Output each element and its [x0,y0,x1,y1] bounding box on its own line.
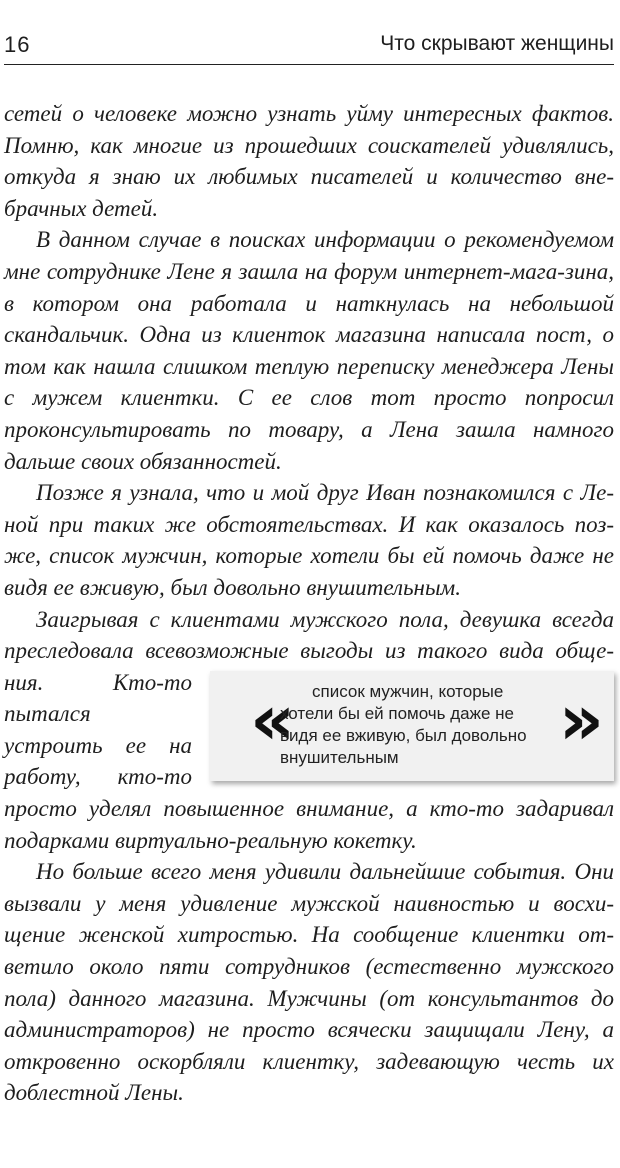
pull-quote-text: список мужчин, которые хотели бы ей помочь даже не видя ее вживую, был довольно внушительным [280,681,527,767]
paragraph-1: сетей о человеке можно узнать уйму интересных фактов. Помню, как многие из прошедших соискателей удивлялись, откуда я знаю их любимых писателей и количество вне-брачных детей. [4,101,614,221]
close-quote-mark: » [558,678,604,761]
body-text [4,98,614,1109]
paragraph-3: Позже я узнала, что и мой друг Иван познакомился с Ле-ной при таких же обстоятельствах. И как оказалось поз-же, список мужчин, которые хотели бы ей помочь даже не видя ее вживую, был довольно внушительным. [4,480,614,600]
page-header [4,30,614,65]
open-quote-mark: « [250,678,296,761]
pull-quote-box [210,671,614,781]
page-number: 16 [4,32,31,57]
paragraph-2: В данном случае в поисках информации о рекомендуемом мне сотруднике Лене я зашла на форум интернет-мага-зина, в котором она работала и наткнулась на небольшой скандальчик. Одна из клиенток магазина написала пост, о том как нашла слишком теплую переписку менеджера Лены с мужем клиентки. С ее слов тот просто попросил проконсультировать по товару, а Лена зашла намного дальше своих обязанностей. [4,227,614,474]
running-title: Что скрывают женщины [380,32,614,55]
paragraph-5: Но больше всего меня удивили дальнейшие события. Они вызвали у меня удивление мужской наивностью и восхи-щение женской хитростью. На сообщение клиентки от-ветило около пяти сотрудников (естественно мужского пола) данного магазина. Мужчины (от консультантов до администраторов) не просто всячески защищали Лену, а откровенно оскорбляли клиентку, задевающую честь их доблестной Лены. [4,859,614,1106]
paragraph-4: Заигрывая с клиентами мужского пола, девушка всегда преследовала всевозможные выгоды из такого вида обще-ния. « список мужчин, которые хотели бы ей помочь даже не видя ее вживую, был довольно внушительным » Кто-то пытался устроить ее на работу, кто-то просто уделял повышенное внимание, а кто-то задаривал подарками виртуально-реальную кокетку. [4,606,614,853]
